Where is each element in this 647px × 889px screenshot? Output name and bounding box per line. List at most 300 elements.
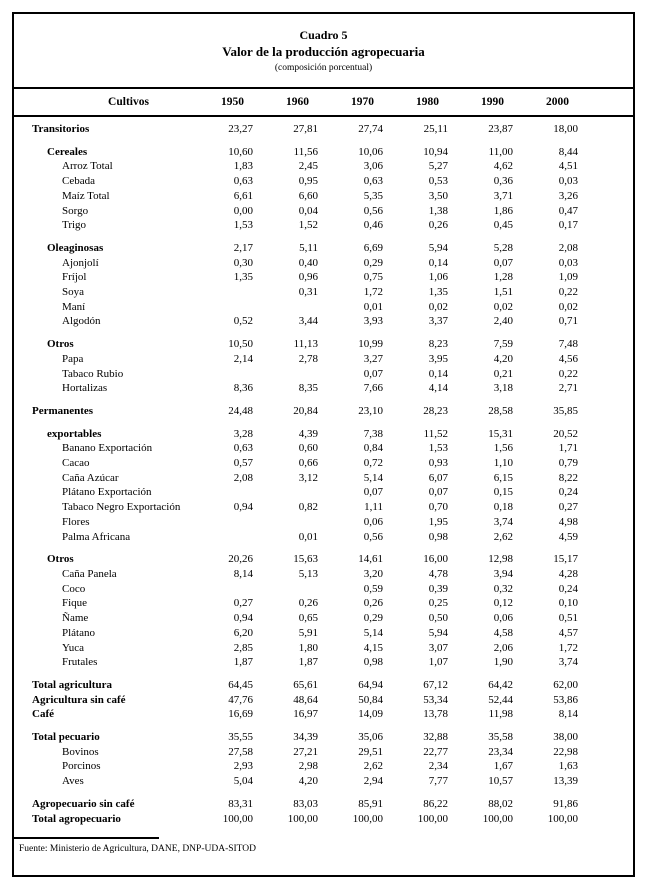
cell-1950: 2,85 — [233, 641, 253, 654]
cell-1970: 4,15 — [363, 641, 383, 654]
cell-1990: 64,42 — [488, 678, 513, 691]
spacer-cell — [578, 641, 633, 656]
cell-1990: 4,58 — [493, 626, 513, 639]
row-label: Maní — [62, 300, 86, 313]
spacer-cell — [578, 596, 633, 611]
table-row — [14, 314, 633, 329]
row-label: Coco — [62, 582, 86, 595]
cell-2000: 2,71 — [558, 382, 578, 395]
cell-1990: 0,12 — [493, 597, 513, 610]
column-header-row — [14, 89, 633, 116]
cell-2000: 38,00 — [553, 731, 578, 744]
cell-1990: 12,98 — [488, 553, 513, 566]
row-label: Hortalizas — [62, 382, 108, 395]
cell-1970: 85,91 — [358, 797, 383, 810]
cell-1950 — [188, 367, 253, 382]
cell-1950 — [188, 530, 253, 545]
table-row — [14, 500, 633, 515]
cell-1990: 0,07 — [493, 256, 513, 269]
cell-1950: 0,94 — [233, 501, 253, 514]
cell-2000: 0,03 — [558, 175, 578, 188]
cell-1990: 10,57 — [488, 775, 513, 788]
cell-1980: 22,77 — [423, 745, 448, 758]
cell-1960: 0,60 — [298, 442, 318, 455]
cell-1980: 0,53 — [428, 175, 448, 188]
column-header-1980: 1980 — [383, 89, 448, 116]
cell-1970: 0,07 — [363, 367, 383, 380]
cell-1950: 2,93 — [233, 760, 253, 773]
row-label: Maíz Total — [62, 189, 110, 202]
row-label: Porcinos — [62, 760, 101, 773]
spacer-cell — [578, 626, 633, 641]
table-row — [14, 582, 633, 597]
cell-1990: 2,06 — [493, 641, 513, 654]
cell-1960: 11,56 — [293, 145, 318, 158]
cell-1970: 27,74 — [358, 123, 383, 135]
cell-1970: 3,20 — [363, 567, 383, 580]
cell-1970: 6,69 — [363, 241, 383, 254]
cell-1970: 0,63 — [363, 175, 383, 188]
cell-1960: 100,00 — [287, 812, 318, 825]
column-header-1990: 1990 — [448, 89, 513, 116]
cell-1950: 2,14 — [233, 352, 253, 365]
cell-1950: 0,63 — [233, 175, 253, 188]
cell-1960: 15,63 — [293, 553, 318, 566]
cell-1980: 5,94 — [428, 626, 448, 639]
cell-2000: 0,17 — [558, 219, 578, 232]
cell-1960: 3,44 — [298, 315, 318, 328]
cell-2000: 3,74 — [558, 656, 578, 669]
cell-1990: 0,02 — [493, 300, 513, 313]
cell-2000: 22,98 — [553, 745, 578, 758]
table-row — [14, 270, 633, 285]
cell-1980: 5,94 — [428, 241, 448, 254]
cell-1950: 10,50 — [228, 338, 253, 351]
cell-1970: 3,06 — [363, 160, 383, 173]
cell-1960: 27,81 — [293, 123, 318, 135]
column-header-1960: 1960 — [253, 89, 318, 116]
cell-1990: 0,15 — [493, 486, 513, 499]
cell-1970: 0,56 — [363, 204, 383, 217]
cell-2000: 18,00 — [553, 123, 578, 135]
cell-1990: 100,00 — [482, 812, 513, 825]
cell-1970: 10,06 — [358, 145, 383, 158]
cell-1980: 0,70 — [428, 501, 448, 514]
spacer-cell — [578, 256, 633, 271]
cell-1990: 2,40 — [493, 315, 513, 328]
cell-1990: 0,32 — [493, 582, 513, 595]
table-row — [14, 116, 633, 137]
spacer-cell — [578, 611, 633, 626]
row-label: Total agricultura — [32, 678, 112, 691]
table-row — [14, 812, 633, 827]
spacer-cell — [578, 159, 633, 174]
cell-1990: 0,45 — [493, 219, 513, 232]
cell-1960: 1,52 — [298, 219, 318, 232]
cell-1960 — [253, 515, 318, 530]
cell-1950: 10,60 — [228, 145, 253, 158]
cell-1970: 0,56 — [363, 530, 383, 543]
cell-1980: 1,35 — [428, 286, 448, 299]
spacer-cell — [578, 789, 633, 812]
cell-1950: 47,76 — [228, 693, 253, 706]
cell-1980: 4,14 — [428, 382, 448, 395]
cell-2000: 8,44 — [558, 145, 578, 158]
spacer-cell — [578, 396, 633, 419]
table-row — [14, 567, 633, 582]
table-row — [14, 441, 633, 456]
table-row — [14, 722, 633, 745]
spacer-cell — [578, 812, 633, 827]
spacer-cell — [578, 485, 633, 500]
cell-1960: 0,26 — [298, 597, 318, 610]
cell-1980: 0,14 — [428, 367, 448, 380]
cell-1990: 15,31 — [488, 427, 513, 440]
cell-1980: 0,98 — [428, 530, 448, 543]
cell-2000: 0,24 — [558, 486, 578, 499]
cell-1950: 23,27 — [228, 123, 253, 135]
table-row — [14, 256, 633, 271]
cell-1960: 0,04 — [298, 204, 318, 217]
cell-1960: 34,39 — [293, 731, 318, 744]
cell-1990: 0,21 — [493, 367, 513, 380]
row-label: Café — [32, 708, 54, 721]
spacer-cell — [578, 381, 633, 396]
cell-2000: 4,57 — [558, 626, 578, 639]
cell-2000: 4,28 — [558, 567, 578, 580]
spacer-cell — [578, 515, 633, 530]
cell-2000: 35,85 — [553, 404, 578, 417]
table-row — [14, 544, 633, 567]
table-header-block — [14, 14, 633, 89]
row-label: Total pecuario — [32, 731, 100, 744]
column-header-cultivos: Cultivos — [14, 89, 188, 116]
table-row — [14, 596, 633, 611]
cell-1960: 2,78 — [298, 352, 318, 365]
cell-1980: 0,26 — [428, 219, 448, 232]
cell-1950: 83,31 — [228, 797, 253, 810]
spacer-cell — [578, 774, 633, 789]
cell-1990: 1,90 — [493, 656, 513, 669]
cell-1980: 1,53 — [428, 442, 448, 455]
row-label: Transitorios — [32, 123, 90, 135]
table-row — [14, 530, 633, 545]
cell-1970: 3,93 — [363, 315, 383, 328]
cell-1950: 8,14 — [233, 567, 253, 580]
cell-1990: 1,67 — [493, 760, 513, 773]
cell-1970: 0,98 — [363, 656, 383, 669]
cell-1970: 0,26 — [363, 597, 383, 610]
cell-1970: 0,84 — [363, 442, 383, 455]
cell-1990: 0,06 — [493, 612, 513, 625]
row-label: Total agropecuario — [32, 812, 121, 825]
cell-2000: 1,72 — [558, 641, 578, 654]
cell-1970: 0,29 — [363, 256, 383, 269]
row-label: Soya — [62, 286, 84, 299]
spacer-cell — [578, 670, 633, 693]
cell-1960: 0,95 — [298, 175, 318, 188]
cell-1960 — [253, 485, 318, 500]
row-label: Bovinos — [62, 745, 99, 758]
cell-1990: 23,87 — [488, 123, 513, 135]
cell-1950: 2,17 — [233, 241, 253, 254]
cell-2000: 0,27 — [558, 501, 578, 514]
row-label: Tabaco Negro Exportación — [62, 501, 181, 514]
cell-1960: 20,84 — [293, 404, 318, 417]
cell-1980: 1,07 — [428, 656, 448, 669]
cell-1950 — [188, 285, 253, 300]
spacer-cell — [578, 693, 633, 708]
spacer-cell — [578, 367, 633, 382]
cell-1950 — [188, 485, 253, 500]
table-row — [14, 456, 633, 471]
spacer-cell — [578, 174, 633, 189]
cell-1950: 1,53 — [233, 219, 253, 232]
cell-1970: 5,14 — [363, 626, 383, 639]
column-header-2000: 2000 — [513, 89, 578, 116]
cell-2000: 0,10 — [558, 597, 578, 610]
spacer-cell — [578, 567, 633, 582]
spacer-cell — [578, 270, 633, 285]
row-label: Permanentes — [32, 404, 94, 417]
row-label: Trigo — [62, 219, 87, 232]
table-row — [14, 137, 633, 160]
table-row — [14, 174, 633, 189]
table-row — [14, 693, 633, 708]
table-subtitle: (composición porcentual) — [274, 63, 373, 73]
spacer-cell — [578, 285, 633, 300]
spacer-cell — [578, 707, 633, 722]
cell-1960: 0,66 — [298, 457, 318, 470]
cell-1990: 7,59 — [493, 338, 513, 351]
spacer-cell — [578, 759, 633, 774]
cell-1970: 1,11 — [364, 501, 383, 514]
cell-1950: 5,04 — [233, 775, 253, 788]
spacer-cell — [578, 329, 633, 352]
cell-1970: 1,72 — [363, 286, 383, 299]
table-row — [14, 189, 633, 204]
cell-2000: 0,51 — [558, 612, 578, 625]
cell-1950: 24,48 — [228, 404, 253, 417]
cell-1970: 10,99 — [358, 338, 383, 351]
cell-2000: 62,00 — [553, 678, 578, 691]
cell-1970: 0,59 — [363, 582, 383, 595]
row-label: Cereales — [47, 145, 88, 158]
cell-1960: 2,98 — [298, 760, 318, 773]
cell-2000: 0,79 — [558, 457, 578, 470]
table-row — [14, 367, 633, 382]
cell-1980: 0,93 — [428, 457, 448, 470]
table-head — [14, 89, 633, 116]
cell-2000: 0,02 — [558, 300, 578, 313]
row-label: Agricultura sin café — [32, 693, 126, 706]
cell-2000: 1,71 — [558, 442, 578, 455]
cell-1970: 7,66 — [363, 382, 383, 395]
cell-2000: 0,22 — [558, 367, 578, 380]
cell-2000: 8,22 — [558, 471, 578, 484]
spacer-cell — [578, 314, 633, 329]
cell-1990: 0,18 — [493, 501, 513, 514]
row-label: Caña Panela — [62, 567, 117, 580]
table-row — [14, 626, 633, 641]
cell-1960: 5,11 — [299, 241, 318, 254]
row-label: Frutales — [62, 656, 98, 669]
cell-1970: 23,10 — [358, 404, 383, 417]
cell-2000: 4,56 — [558, 352, 578, 365]
table-row — [14, 759, 633, 774]
data-table — [14, 89, 633, 826]
row-label: Yuca — [62, 641, 84, 654]
row-label: Aves — [62, 775, 84, 788]
table-row — [14, 159, 633, 174]
cell-1960 — [253, 300, 318, 315]
cell-2000: 2,08 — [558, 241, 578, 254]
cell-1980: 4,78 — [428, 567, 448, 580]
cell-1960: 0,65 — [298, 612, 318, 625]
cell-1990: 2,62 — [493, 530, 513, 543]
table-row — [14, 670, 633, 693]
cell-1950: 27,58 — [228, 745, 253, 758]
cell-1980: 2,34 — [428, 760, 448, 773]
cell-1980: 0,39 — [428, 582, 448, 595]
row-label: Plátano Exportación — [62, 486, 152, 499]
cell-1970: 0,06 — [363, 515, 383, 528]
cell-1960: 6,60 — [298, 189, 318, 202]
table-row — [14, 218, 633, 233]
cell-1970: 2,94 — [363, 775, 383, 788]
cell-1980: 28,23 — [423, 404, 448, 417]
cell-1980: 100,00 — [417, 812, 448, 825]
cell-1980: 0,02 — [428, 300, 448, 313]
spacer-cell — [578, 745, 633, 760]
table-title: Valor de la producción agropecuaria — [222, 44, 425, 59]
row-label: Cebada — [62, 175, 95, 188]
row-label: Oleaginosas — [47, 241, 104, 254]
cell-1950 — [188, 300, 253, 315]
column-header-1970: 1970 — [318, 89, 383, 116]
cell-1990: 1,51 — [493, 286, 513, 299]
spacer-cell — [578, 441, 633, 456]
cell-1990: 1,10 — [493, 457, 513, 470]
cell-1990: 1,28 — [493, 271, 513, 284]
row-label: Fique — [62, 597, 88, 610]
cell-1970: 0,72 — [363, 457, 383, 470]
cell-2000: 0,03 — [558, 256, 578, 269]
cell-1980: 8,23 — [428, 338, 448, 351]
cell-1960: 4,20 — [298, 775, 318, 788]
table-row — [14, 329, 633, 352]
cell-1960 — [253, 367, 318, 382]
cell-1970: 50,84 — [358, 693, 383, 706]
table-row — [14, 419, 633, 442]
cell-1970: 64,94 — [358, 678, 383, 691]
cell-1970: 7,38 — [363, 427, 383, 440]
cell-2000: 4,51 — [558, 160, 578, 173]
spacer-cell — [578, 137, 633, 160]
cell-1980: 10,94 — [423, 145, 448, 158]
cell-1970: 3,27 — [363, 352, 383, 365]
row-label: Caña Azúcar — [62, 471, 119, 484]
spacer-cell — [578, 189, 633, 204]
cell-1990: 6,15 — [493, 471, 513, 484]
cell-1950: 2,08 — [233, 471, 253, 484]
table-row — [14, 611, 633, 626]
cell-1980: 1,06 — [428, 271, 448, 284]
row-label: Fríjol — [62, 271, 87, 284]
spacer-cell — [578, 471, 633, 486]
cell-1990: 5,28 — [493, 241, 513, 254]
cell-1980: 0,14 — [428, 256, 448, 269]
row-label: Agropecuario sin café — [32, 797, 135, 810]
cell-1950: 35,55 — [228, 731, 253, 744]
row-label: Plátano — [62, 626, 95, 639]
table-row — [14, 300, 633, 315]
cell-2000: 53,86 — [553, 693, 578, 706]
cell-2000: 15,17 — [553, 553, 578, 566]
cell-1970: 29,51 — [358, 745, 383, 758]
table-row — [14, 352, 633, 367]
cell-1960: 11,13 — [293, 338, 318, 351]
cell-1960: 16,97 — [293, 708, 318, 721]
cell-1950 — [188, 582, 253, 597]
cell-2000: 0,71 — [558, 315, 578, 328]
cell-1960 — [253, 582, 318, 597]
row-label: Papa — [62, 352, 84, 365]
cell-1960: 3,12 — [298, 471, 318, 484]
cell-1950 — [188, 515, 253, 530]
row-label: Algodón — [62, 315, 101, 328]
cell-2000: 1,63 — [558, 760, 578, 773]
cell-1960: 27,21 — [293, 745, 318, 758]
cell-1990: 28,58 — [488, 404, 513, 417]
spacer-cell — [578, 500, 633, 515]
row-label: Sorgo — [62, 204, 89, 217]
cell-1970: 35,06 — [358, 731, 383, 744]
cell-1950: 64,45 — [228, 678, 253, 691]
table-row — [14, 471, 633, 486]
cell-1990: 4,20 — [493, 352, 513, 365]
cell-2000: 20,52 — [553, 427, 578, 440]
row-label: Arroz Total — [62, 160, 113, 173]
spacer-cell — [578, 218, 633, 233]
row-label: Tabaco Rubio — [62, 367, 124, 380]
cell-1950: 6,20 — [233, 626, 253, 639]
spacer-cell — [578, 655, 633, 670]
cell-1980: 3,50 — [428, 189, 448, 202]
cell-2000: 100,00 — [547, 812, 578, 825]
cell-1980: 3,95 — [428, 352, 448, 365]
cell-1980: 3,37 — [428, 315, 448, 328]
cell-1980: 0,50 — [428, 612, 448, 625]
spacer-cell — [578, 116, 633, 137]
row-label: Ñame — [62, 612, 89, 625]
cell-1950: 0,94 — [233, 612, 253, 625]
cell-1950: 0,30 — [233, 256, 253, 269]
cell-1950: 100,00 — [222, 812, 253, 825]
cell-1950: 0,57 — [233, 457, 253, 470]
cell-1960: 5,13 — [298, 567, 318, 580]
row-label: exportables — [47, 427, 102, 440]
table-row — [14, 396, 633, 419]
cell-2000: 7,48 — [558, 338, 578, 351]
cell-1980: 25,11 — [423, 123, 448, 135]
table-row — [14, 745, 633, 760]
cell-1980: 0,07 — [428, 486, 448, 499]
cell-1970: 5,14 — [363, 471, 383, 484]
cell-1950: 0,52 — [233, 315, 253, 328]
table-row — [14, 381, 633, 396]
cell-1980: 11,52 — [423, 427, 448, 440]
